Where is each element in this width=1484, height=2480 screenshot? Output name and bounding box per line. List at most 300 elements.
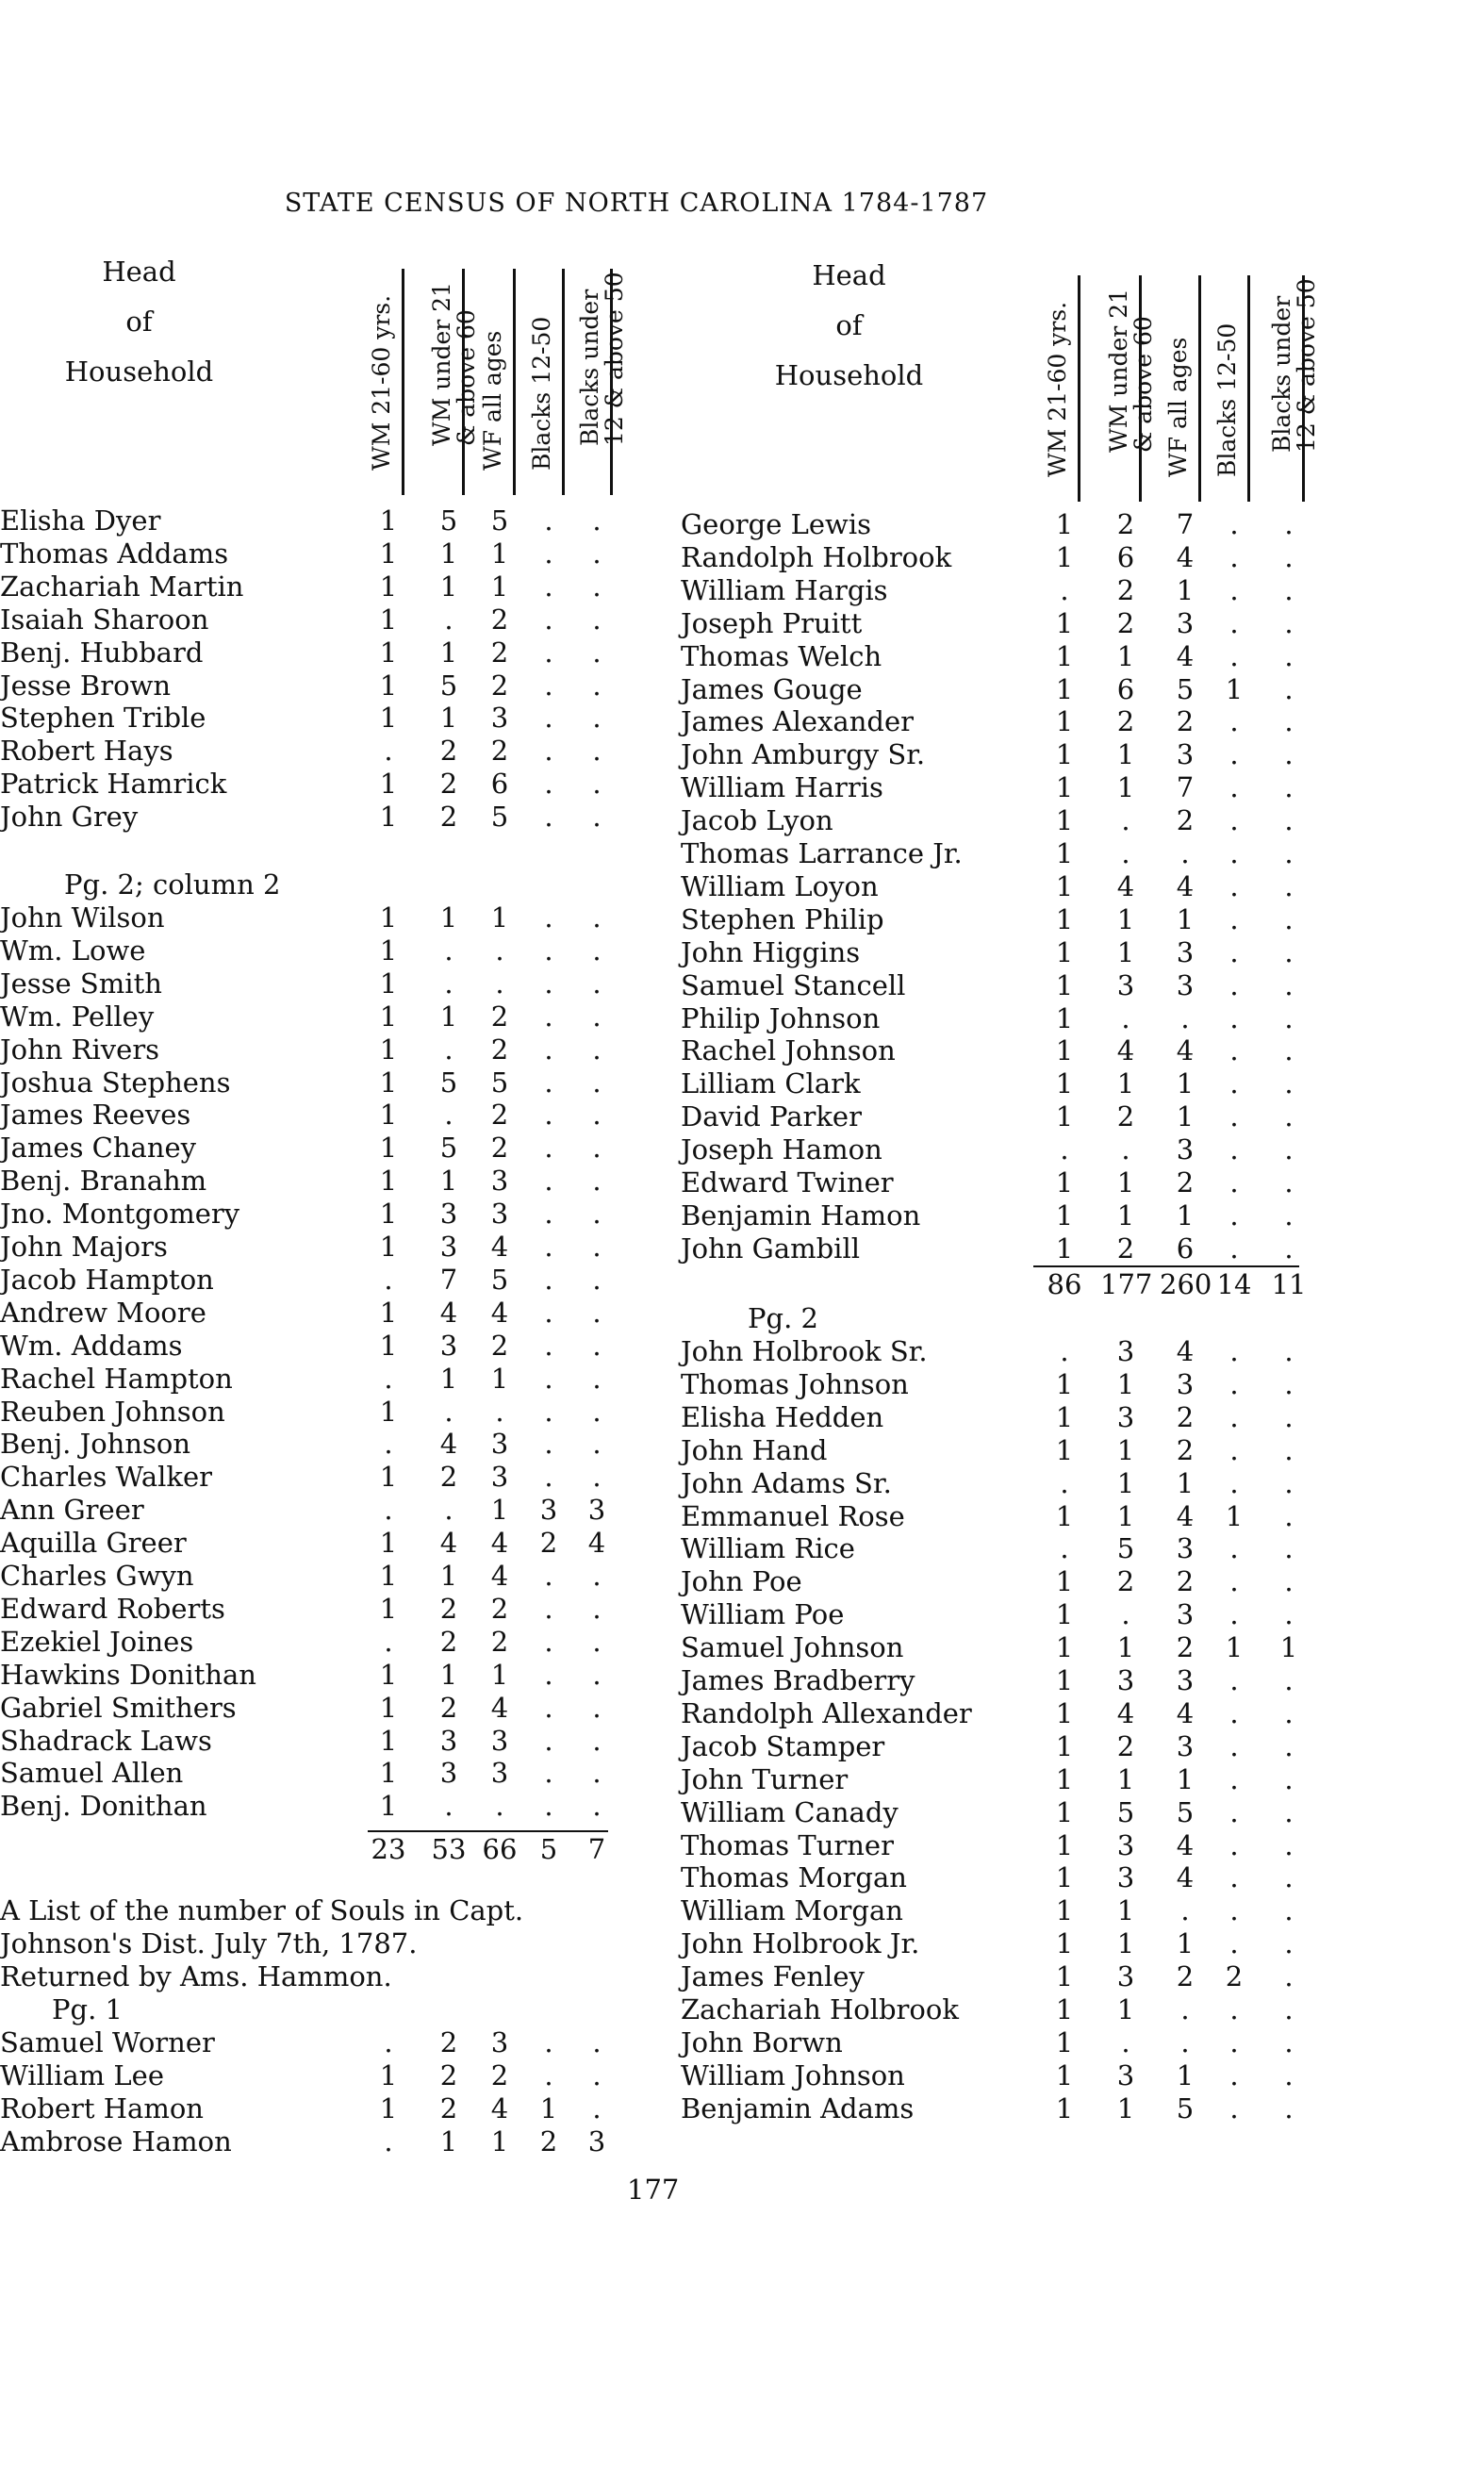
household-name: Samuel Stancell (681, 968, 906, 1001)
cell-value: . (1284, 869, 1294, 902)
cell-value: 1 (1055, 705, 1074, 738)
cell-value: 4 (1176, 1861, 1195, 1894)
table-row (0, 738, 1484, 771)
table-row (0, 1927, 1484, 1960)
column-header-text: WF all ages (479, 330, 506, 471)
household-name: John Higgins (681, 935, 861, 968)
cell-value: 2 (439, 2058, 458, 2091)
cell-value: 1 (439, 1362, 458, 1395)
cell-value: 1 (439, 2125, 458, 2158)
cell-value: . (592, 636, 602, 669)
cell-value: 1 (379, 603, 398, 636)
cell-value: . (592, 2091, 602, 2125)
column-header (475, 269, 516, 495)
cell-value: 2 (490, 1099, 509, 1132)
cell-value: 1 (1055, 1433, 1074, 1466)
total-value: 86 (1047, 1268, 1082, 1300)
cell-value: 1 (1055, 1199, 1074, 1232)
cell-value: 1 (1055, 2091, 1074, 2125)
cell-value: . (544, 1691, 553, 1724)
table-row (0, 1894, 1484, 1927)
cell-value: . (1060, 1532, 1069, 1565)
cell-value: 1 (379, 1461, 398, 1494)
cell-value: 3 (490, 1461, 509, 1494)
cell-value: . (1284, 1400, 1294, 1433)
cell-value: . (1229, 1861, 1239, 1894)
cell-value: 1 (1055, 1894, 1074, 1927)
household-name: Wm. Pelley (0, 1000, 155, 1033)
cell-value: . (1284, 508, 1294, 540)
cell-value: 2 (1176, 804, 1195, 837)
household-name: Samuel Allen (0, 1757, 184, 1790)
cell-value: 5 (439, 669, 458, 702)
cell-value: . (1229, 1927, 1239, 1960)
cell-value: 2 (439, 735, 458, 768)
cell-value: 5 (1116, 1795, 1135, 1828)
cell-value: . (1284, 1993, 1294, 2025)
table-row (0, 1664, 1484, 1697)
cell-value: 2 (1176, 1400, 1195, 1433)
cell-value: . (544, 1132, 553, 1165)
cell-value: . (1284, 1100, 1294, 1133)
cell-value: 5 (439, 504, 458, 537)
cell-value: 1 (1176, 1199, 1195, 1232)
cell-value: 1 (1055, 606, 1074, 639)
cell-value: . (544, 1757, 553, 1790)
table-row (0, 969, 1484, 1002)
cell-value: 1 (1116, 1067, 1135, 1100)
cell-value: . (592, 1362, 602, 1395)
column-header (1040, 275, 1080, 502)
cell-value: . (1229, 1001, 1239, 1034)
household-name: Wm. Addams (0, 1329, 183, 1362)
household-name: John Poe (681, 1565, 802, 1598)
cell-value: 4 (1116, 1034, 1135, 1067)
household-name: William Hargis (681, 573, 888, 606)
cell-value: . (1229, 1133, 1239, 1166)
cell-value: 5 (490, 1066, 509, 1099)
cell-value: 1 (1116, 902, 1135, 935)
household-name: Elisha Hedden (681, 1400, 884, 1433)
cell-value: 1 (1055, 1993, 1074, 2025)
cell-value: 5 (1176, 1795, 1195, 1828)
cell-value: . (1229, 804, 1239, 837)
cell-value: . (1284, 1696, 1294, 1729)
cell-value: 1 (379, 2091, 398, 2125)
cell-value: 3 (1176, 968, 1195, 1001)
table-row (0, 771, 1484, 804)
cell-value: 1 (1116, 1433, 1135, 1466)
cell-value: . (1229, 1828, 1239, 1861)
cell-value: 5 (439, 1132, 458, 1165)
cell-value: 7 (439, 1263, 458, 1296)
cell-value: 1 (490, 537, 509, 570)
cell-value: . (544, 901, 553, 934)
cell-value: . (1229, 968, 1239, 1001)
cell-value: . (1229, 508, 1239, 540)
cell-value: . (1229, 869, 1239, 902)
household-name: Robert Hamon (0, 2091, 204, 2125)
cell-value: . (1229, 1466, 1239, 1499)
household-name: Samuel Worner (0, 2026, 215, 2058)
column-header (1210, 275, 1250, 502)
cell-value: 2 (439, 768, 458, 801)
cell-value: 1 (379, 1724, 398, 1757)
household-name: Charles Walker (0, 1461, 213, 1494)
cell-value: 2 (490, 669, 509, 702)
cell-value: 1 (1176, 1466, 1195, 1499)
household-name: James Gouge (681, 672, 863, 705)
cell-value: . (592, 570, 602, 603)
cell-value: 1 (439, 901, 458, 934)
cell-value: . (1284, 639, 1294, 672)
cell-value: . (1060, 1335, 1069, 1367)
column-header (364, 269, 404, 495)
cell-value: . (544, 1099, 553, 1132)
cell-value: 1 (1116, 1367, 1135, 1400)
cell-value: 2 (539, 2125, 558, 2158)
column-header (1264, 275, 1320, 502)
total-value: 66 (482, 1833, 518, 1865)
cell-value: . (592, 2026, 602, 2058)
cell-value: . (544, 1560, 553, 1592)
household-name: Benj. Hubbard (0, 636, 204, 669)
cell-value: 1 (490, 901, 509, 934)
cell-value: 2 (490, 2058, 509, 2091)
household-name: Joshua Stephens (0, 1066, 231, 1099)
cell-value: 3 (1176, 1367, 1195, 1400)
cell-value: . (592, 702, 602, 735)
cell-value: 1 (379, 504, 398, 537)
cell-value: . (544, 735, 553, 768)
cell-value: 4 (1176, 1696, 1195, 1729)
cell-value: 4 (1176, 540, 1195, 573)
household-name: Aquilla Greer (0, 1527, 187, 1560)
cell-value: 1 (379, 967, 398, 1000)
cell-value: 1 (1116, 1199, 1135, 1232)
cell-value: 4 (490, 1560, 509, 1592)
household-name: Benjamin Adams (681, 2091, 915, 2125)
cell-value: . (1284, 1133, 1294, 1166)
cell-value: . (592, 1231, 602, 1263)
cell-value: . (1284, 1828, 1294, 1861)
column-header-text: Blacks under 12 & above 50 (1268, 278, 1320, 453)
total-value: 53 (431, 1833, 467, 1865)
column-header (572, 269, 628, 495)
cell-value: 6 (490, 768, 509, 801)
cell-value: . (444, 1033, 453, 1066)
cell-value: . (544, 537, 553, 570)
cell-value: . (444, 967, 453, 1000)
cell-value: 1 (1055, 1795, 1074, 1828)
cell-value: . (1180, 837, 1190, 869)
cell-value: . (592, 1428, 602, 1461)
cell-value: . (544, 2026, 553, 2058)
column-header (1161, 275, 1201, 502)
cell-value: 3 (1176, 1664, 1195, 1696)
table-row (0, 1467, 1484, 1500)
cell-value: . (1284, 1532, 1294, 1565)
cell-value: 1 (1176, 1067, 1195, 1100)
cell-value: . (592, 801, 602, 834)
cell-value: . (1229, 1762, 1239, 1795)
cell-value: 1 (1279, 1631, 1298, 1664)
cell-value: 1 (379, 768, 398, 801)
cell-value: 2 (490, 1033, 509, 1066)
section-subheading: Pg. 2; column 2 (64, 868, 281, 901)
cell-value: . (1229, 573, 1239, 606)
cell-value: . (495, 1395, 504, 1428)
table-row (0, 870, 1484, 903)
household-name: Benj. Johnson (0, 1428, 191, 1461)
cell-value: . (592, 1395, 602, 1428)
household-name: Lilliam Clark (681, 1067, 861, 1100)
cell-value: 3 (1176, 1532, 1195, 1565)
household-name: William Rice (681, 1532, 855, 1565)
cell-value: . (1229, 1199, 1239, 1232)
cell-value: . (1284, 1433, 1294, 1466)
cell-value: 1 (1116, 2091, 1135, 2125)
cell-value: . (592, 1099, 602, 1132)
page-number: 177 (627, 2174, 680, 2206)
cell-value: . (444, 603, 453, 636)
cell-value: 1 (379, 1066, 398, 1099)
head-label-line: Household (774, 359, 924, 391)
household-name: Thomas Larrance Jr. (681, 837, 963, 869)
cell-value: . (592, 768, 602, 801)
table-row (0, 1500, 1484, 1533)
household-name: William Loyon (681, 869, 879, 902)
cell-value: 1 (379, 934, 398, 967)
cell-value: 2 (439, 2026, 458, 2058)
household-name: Benjamin Hamon (681, 1199, 921, 1232)
cell-value: . (444, 1395, 453, 1428)
cell-value: . (592, 1724, 602, 1757)
cell-value: . (1284, 1499, 1294, 1532)
cell-value: . (1284, 1664, 1294, 1696)
household-name: David Parker (681, 1100, 862, 1133)
cell-value: 1 (1055, 1001, 1074, 1034)
cell-value: 3 (587, 1494, 606, 1527)
cell-value: . (1284, 1367, 1294, 1400)
cell-value: 4 (490, 1231, 509, 1263)
right-head-label (748, 251, 950, 401)
cell-value: 4 (1116, 1696, 1135, 1729)
cell-value: 1 (439, 702, 458, 735)
cell-value: . (592, 669, 602, 702)
cell-value: 1 (490, 570, 509, 603)
cell-value: . (1229, 1598, 1239, 1631)
cell-value: . (592, 1560, 602, 1592)
table-row (0, 508, 1484, 541)
cell-value: 1 (439, 1165, 458, 1198)
cell-value: 3 (490, 2026, 509, 2058)
cell-value: 1 (379, 1527, 398, 1560)
cell-value: . (1284, 1199, 1294, 1232)
table-row (0, 903, 1484, 936)
cell-value: 1 (1055, 804, 1074, 837)
household-name: James Bradberry (681, 1664, 915, 1696)
cell-value: 3 (1116, 968, 1135, 1001)
table-row (0, 607, 1484, 640)
household-name: William Lee (0, 2058, 164, 2091)
cell-value: 3 (490, 1198, 509, 1231)
cell-value: 2 (439, 1625, 458, 1658)
cell-value: 1 (379, 1395, 398, 1428)
household-name: John Wilson (0, 901, 165, 934)
cell-value: . (1284, 1729, 1294, 1762)
cell-value: . (495, 1790, 504, 1823)
cell-value: . (1284, 1067, 1294, 1100)
cell-value: . (544, 1428, 553, 1461)
total-value: 260 (1160, 1268, 1212, 1300)
cell-value: 2 (1176, 1433, 1195, 1466)
household-name: John Turner (681, 1762, 849, 1795)
household-name: John Holbrook Sr. (681, 1335, 928, 1367)
table-row (0, 1166, 1484, 1199)
cell-value: . (544, 603, 553, 636)
cell-value: 1 (1055, 1631, 1074, 1664)
household-name: Jesse Brown (0, 669, 172, 702)
column-header-text: Blacks 12-50 (1213, 322, 1241, 477)
cell-value: . (1229, 771, 1239, 804)
cell-value: 1 (379, 1231, 398, 1263)
head-label-line: of (835, 309, 863, 341)
cell-value: . (592, 1132, 602, 1165)
left-head-label (38, 247, 240, 397)
cell-value: 1 (1116, 1166, 1135, 1199)
cell-value: . (1229, 1993, 1239, 2025)
cell-value: . (1284, 1960, 1294, 1993)
cell-value: 1 (379, 1000, 398, 1033)
cell-value: 1 (490, 1494, 509, 1527)
cell-value: . (1229, 705, 1239, 738)
table-row (0, 705, 1484, 738)
table-row (0, 1100, 1484, 1133)
cell-value: 1 (1055, 540, 1074, 573)
cell-value: . (1284, 1466, 1294, 1499)
table-row (0, 1598, 1484, 1631)
cell-value: . (384, 1494, 393, 1527)
cell-value: 4 (1116, 869, 1135, 902)
cell-value: 1 (1055, 869, 1074, 902)
cell-value: 2 (1176, 1631, 1195, 1664)
cell-value: . (1284, 1762, 1294, 1795)
table-row (0, 1335, 1484, 1368)
cell-value: 1 (1055, 1664, 1074, 1696)
household-name: Rachel Hampton (0, 1362, 233, 1395)
cell-value: . (592, 1033, 602, 1066)
cell-value: 2 (439, 801, 458, 834)
cell-value: 4 (587, 1527, 606, 1560)
table-row (0, 2125, 1484, 2158)
table-row (0, 1763, 1484, 1796)
cell-value: . (1284, 540, 1294, 573)
cell-value: . (1229, 1894, 1239, 1927)
cell-value: . (1180, 1894, 1190, 1927)
household-name: John Adams Sr. (681, 1466, 892, 1499)
cell-value: . (592, 1658, 602, 1691)
cell-value: . (544, 1790, 553, 1823)
cell-value: . (1284, 902, 1294, 935)
cell-value: . (384, 1625, 393, 1658)
table-row (0, 1002, 1484, 1035)
cell-value: 1 (1055, 639, 1074, 672)
cell-value: 2 (1116, 1729, 1135, 1762)
table-row (0, 1960, 1484, 1993)
cell-value: 7 (1176, 771, 1195, 804)
cell-value: . (592, 1757, 602, 1790)
cell-value: 1 (1055, 1861, 1074, 1894)
cell-value: 1 (1055, 1565, 1074, 1598)
cell-value: . (1229, 1067, 1239, 1100)
cell-value: 1 (1225, 672, 1244, 705)
household-name: William Johnson (681, 2058, 905, 2091)
total-rule (1033, 1265, 1299, 1267)
cell-value: 3 (1176, 1729, 1195, 1762)
cell-value: 1 (1176, 1927, 1195, 1960)
cell-value: 1 (490, 2125, 509, 2158)
cell-value: . (544, 1461, 553, 1494)
cell-value: . (544, 768, 553, 801)
cell-value: . (1229, 2091, 1239, 2125)
cell-value: . (1284, 1565, 1294, 1598)
cell-value: 1 (1225, 1631, 1244, 1664)
cell-value: 5 (490, 504, 509, 537)
cell-value: 2 (1116, 705, 1135, 738)
cell-value: 1 (379, 537, 398, 570)
table-row (0, 1730, 1484, 1763)
household-name: James Reeves (0, 1099, 191, 1132)
table-row (0, 1829, 1484, 1862)
table-row (0, 1434, 1484, 1467)
cell-value: 2 (1176, 1565, 1195, 1598)
cell-value: 1 (1055, 1598, 1074, 1631)
household-name: John Hand (681, 1433, 828, 1466)
cell-value: . (1284, 2091, 1294, 2125)
cell-value: 1 (379, 1099, 398, 1132)
cell-value: 1 (379, 636, 398, 669)
household-name: John Rivers (0, 1033, 160, 1066)
cell-value: . (1060, 1133, 1069, 1166)
cell-value: 2 (1116, 1100, 1135, 1133)
cell-value: 6 (1116, 672, 1135, 705)
cell-value: . (592, 1691, 602, 1724)
cell-value: . (592, 967, 602, 1000)
cell-value: 1 (439, 537, 458, 570)
household-name: Thomas Johnson (681, 1367, 909, 1400)
table-row (0, 1232, 1484, 1265)
cell-value: 1 (1116, 1927, 1135, 1960)
table-row (0, 1532, 1484, 1565)
table-row (0, 1565, 1484, 1598)
household-name: James Fenley (681, 1960, 865, 1993)
table-row (0, 1067, 1484, 1100)
cell-value: . (592, 934, 602, 967)
table-row (0, 1697, 1484, 1730)
household-name: John Majors (0, 1231, 168, 1263)
cell-value: . (544, 1263, 553, 1296)
cell-value: 5 (1116, 1532, 1135, 1565)
cell-value: 3 (587, 2125, 606, 2158)
cell-value: . (1229, 2025, 1239, 2058)
cell-value: . (1284, 1795, 1294, 1828)
household-name: Randolph Holbrook (681, 540, 952, 573)
cell-value: . (1229, 837, 1239, 869)
table-row (0, 541, 1484, 574)
cell-value: . (1229, 1795, 1239, 1828)
cell-value: 3 (1176, 1133, 1195, 1166)
